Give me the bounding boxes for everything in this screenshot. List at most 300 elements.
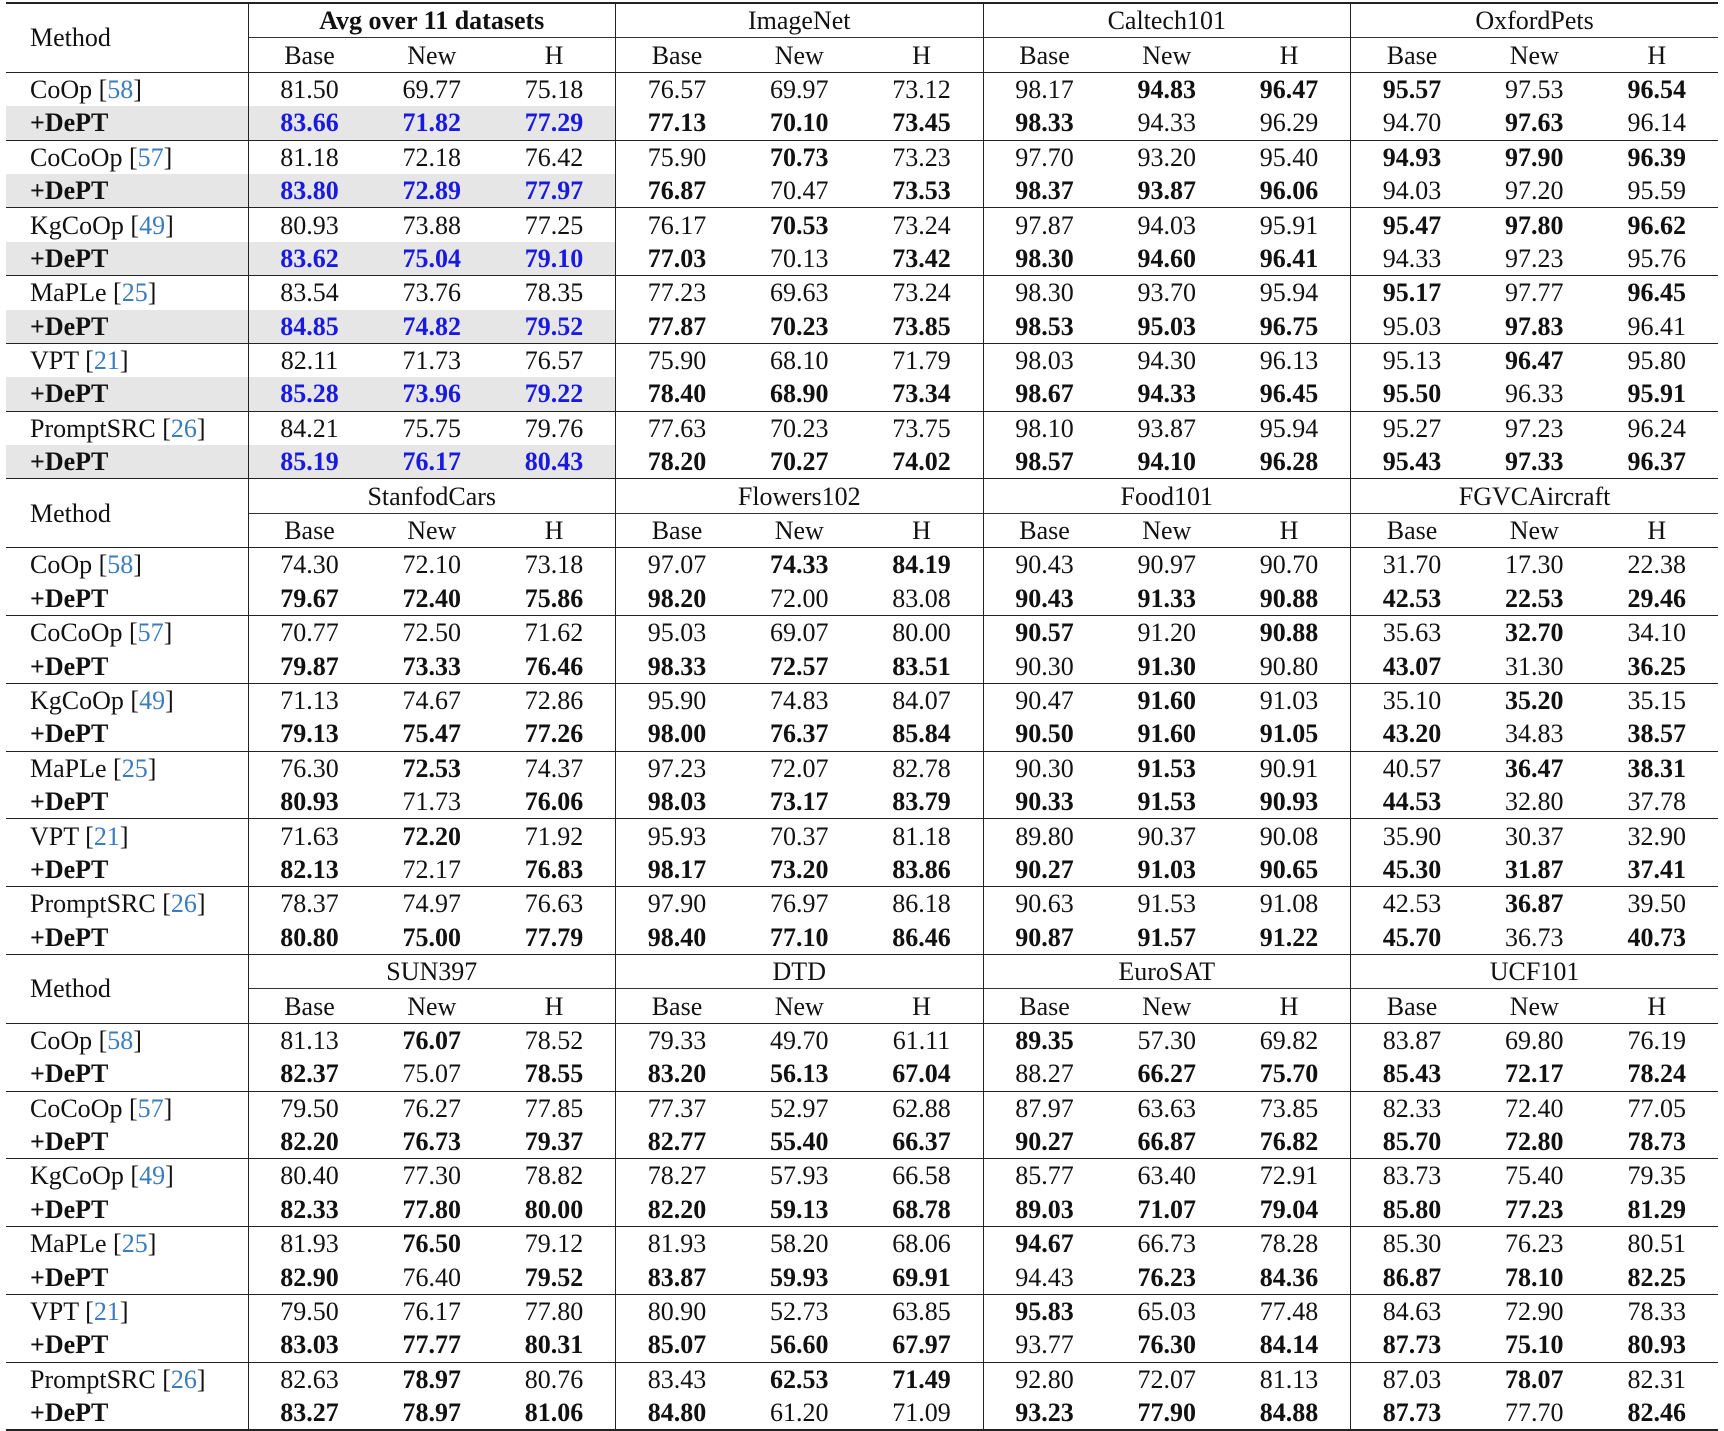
value-cell: 91.22 [1259,922,1319,952]
value-cell: 78.27 [616,1159,739,1193]
value-cell: 90.37 [1106,819,1229,853]
table-row-baseline [6,1023,1718,1057]
value-cell: 69.80 [1473,1023,1596,1057]
method-name [6,717,248,751]
value-cell: 95.03 [1137,311,1197,341]
method-name: KgCoOp [49] [6,208,248,242]
value-cell: 96.41 [1627,311,1687,341]
value-cell: 72.90 [1473,1294,1596,1328]
table-row-dept [6,1260,1718,1294]
dept-label: +DePT [30,1330,109,1360]
dept-label: +DePT [30,1059,109,1089]
dataset-header: Food101 [983,479,1351,513]
value-cell: 73.85 [892,311,951,341]
value-cell: 85.70 [1351,1125,1474,1159]
value-cell: 90.08 [1228,819,1351,853]
value-cell: 79.50 [248,1091,371,1125]
value-cell: 72.57 [770,651,829,681]
value-cell: 77.77 [402,1330,461,1360]
value-cell: 79.52 [493,310,616,344]
dataset-header: Flowers102 [616,479,984,513]
value-cell: 79.22 [493,377,616,411]
value-cell: 52.97 [738,1091,861,1125]
metric-header: New [738,38,861,72]
value-cell: 83.62 [248,242,371,276]
table-row-dept [6,1057,1718,1091]
value-cell: 98.03 [983,343,1106,377]
value-cell: 63.40 [1106,1159,1229,1193]
value-cell: 97.90 [1473,140,1596,174]
value-cell: 85.30 [1351,1227,1474,1261]
value-cell: 96.45 [1259,379,1319,409]
value-cell: 72.53 [371,751,494,785]
method-name: VPT [21] [6,819,248,853]
metric-header: H [1596,513,1719,547]
value-cell: 90.93 [1259,787,1319,817]
method-name [6,106,248,140]
value-cell: 80.80 [248,921,371,955]
value-cell: 70.13 [770,243,829,273]
method-name: KgCoOp [49] [6,683,248,717]
table-row-baseline [6,887,1718,921]
citation-link[interactable]: 25 [121,753,148,783]
value-cell: 78.82 [493,1159,616,1193]
header-row-datasets [6,479,1718,513]
value-cell: 67.04 [892,1059,951,1089]
value-cell: 81.13 [248,1023,371,1057]
citation-link[interactable]: 26 [170,413,197,443]
dept-label: +DePT [30,243,109,273]
value-cell: 93.87 [1137,176,1197,206]
dataset-header: SUN397 [248,954,616,988]
method-name [6,174,248,208]
value-cell: 76.40 [402,1262,461,1292]
value-cell: 90.80 [1259,651,1319,681]
value-cell: 78.40 [616,377,739,411]
header-row-datasets [6,954,1718,988]
value-cell: 90.33 [983,785,1106,819]
method-name [6,1193,248,1227]
value-cell: 72.07 [738,751,861,785]
metric-header: New [371,38,494,72]
value-cell: 81.18 [248,140,371,174]
value-cell: 85.77 [983,1159,1106,1193]
metric-header: New [1106,989,1229,1023]
value-cell: 77.29 [493,106,616,140]
table-row-baseline [6,616,1718,650]
value-cell: 56.13 [770,1059,829,1089]
method-label: VPT [30,346,79,376]
value-cell: 83.73 [1351,1159,1474,1193]
dept-label: +DePT [30,583,109,613]
value-cell: 80.90 [616,1294,739,1328]
value-cell: 44.53 [1351,785,1474,819]
value-cell: 93.70 [1106,276,1229,310]
value-cell: 80.40 [248,1159,371,1193]
value-cell: 94.43 [983,1260,1106,1294]
value-cell: 98.00 [616,717,739,751]
value-cell: 95.93 [616,819,739,853]
value-cell: 79.33 [616,1023,739,1057]
value-cell: 94.33 [1137,108,1197,138]
citation-link[interactable]: 26 [170,1364,197,1394]
value-cell: 38.57 [1627,719,1687,749]
value-cell: 78.28 [1228,1227,1351,1261]
metric-header: Base [983,513,1106,547]
dataset-header: EuroSAT [983,954,1351,988]
method-header: Method [6,479,248,548]
value-cell: 74.82 [371,310,494,344]
value-cell: 82.46 [1596,1396,1719,1430]
value-cell: 95.43 [1351,445,1474,479]
value-cell: 90.30 [983,649,1106,683]
method-name [6,1396,248,1430]
method-label: CoCoOp [30,618,123,648]
value-cell: 79.10 [493,242,616,276]
value-cell: 69.63 [738,276,861,310]
method-header: Method [6,3,248,72]
value-cell: 90.87 [983,921,1106,955]
value-cell: 62.88 [861,1091,984,1125]
value-cell: 97.20 [1505,176,1564,206]
value-cell: 86.18 [861,887,984,921]
value-cell: 59.13 [770,1194,829,1224]
metric-header: New [1473,38,1596,72]
value-cell: 85.07 [616,1328,739,1362]
method-name: MaPLe [25] [6,276,248,310]
value-cell: 85.19 [248,445,371,479]
value-cell: 83.86 [892,854,951,884]
value-cell: 90.47 [983,683,1106,717]
value-cell: 75.07 [402,1059,461,1089]
value-cell: 73.88 [371,208,494,242]
header-row-datasets [6,3,1718,38]
citation-link[interactable]: 49 [139,210,166,240]
value-cell: 84.14 [1259,1330,1319,1360]
value-cell: 71.79 [861,343,984,377]
header-row-metrics [6,513,1718,547]
value-cell: 71.63 [248,819,371,853]
value-cell: 94.03 [1351,174,1474,208]
value-cell: 93.23 [983,1396,1106,1430]
value-cell: 79.52 [524,1262,584,1292]
method-label: PromptSRC [30,889,156,919]
value-cell: 82.77 [616,1125,739,1159]
value-cell: 76.30 [248,751,371,785]
value-cell: 90.43 [983,582,1106,616]
value-cell: 74.30 [248,548,371,582]
value-cell: 77.80 [402,1194,461,1224]
value-cell: 95.50 [1351,377,1474,411]
value-cell: 70.37 [738,819,861,853]
value-cell: 74.37 [493,751,616,785]
value-cell: 95.83 [983,1294,1106,1328]
value-cell: 95.91 [1228,208,1351,242]
value-cell: 98.10 [983,411,1106,445]
value-cell: 67.97 [892,1330,951,1360]
value-cell: 76.46 [524,651,584,681]
citation-link[interactable]: 25 [121,1229,148,1259]
table-row-dept [6,242,1718,276]
value-cell: 77.26 [524,719,584,749]
value-cell: 80.51 [1596,1227,1719,1261]
value-cell: 77.05 [1596,1091,1719,1125]
value-cell: 95.13 [1351,343,1474,377]
value-cell: 63.63 [1106,1091,1229,1125]
value-cell: 42.53 [1351,887,1474,921]
table-row-dept [6,921,1718,955]
value-cell: 77.79 [524,922,584,952]
value-cell: 94.83 [1106,72,1229,106]
value-cell: 94.60 [1137,243,1197,273]
value-cell: 32.70 [1473,616,1596,650]
value-cell: 70.27 [770,447,829,477]
table-row-dept [6,377,1718,411]
value-cell: 98.67 [983,377,1106,411]
value-cell: 98.40 [616,921,739,955]
value-cell: 96.39 [1596,140,1719,174]
value-cell: 94.33 [1351,242,1474,276]
value-cell: 82.78 [861,751,984,785]
value-cell: 57.30 [1106,1023,1229,1057]
value-cell: 79.13 [248,717,371,751]
value-cell: 71.49 [861,1362,984,1396]
dataset-header: OxfordPets [1351,3,1719,38]
value-cell: 75.90 [616,343,739,377]
value-cell: 76.07 [371,1023,494,1057]
value-cell: 76.57 [616,72,739,106]
value-cell: 69.82 [1228,1023,1351,1057]
dataset-header: Avg over 11 datasets [248,3,616,38]
value-cell: 96.45 [1596,276,1719,310]
citation-link[interactable]: 58 [107,550,134,580]
method-name [6,785,248,819]
table-row-baseline [6,751,1718,785]
value-cell: 84.36 [1259,1262,1319,1292]
metric-header: H [1228,38,1351,72]
value-cell: 72.07 [1106,1362,1229,1396]
table-row-dept [6,582,1718,616]
metric-header: New [371,989,494,1023]
value-cell: 82.20 [248,1125,371,1159]
value-cell: 97.53 [1473,72,1596,106]
value-cell: 75.18 [493,72,616,106]
value-cell: 72.50 [371,616,494,650]
value-cell: 84.07 [861,683,984,717]
method-label: MaPLe [30,278,107,308]
value-cell: 76.23 [1137,1262,1197,1292]
citation-link[interactable]: 49 [139,1161,166,1191]
citation-link[interactable]: 58 [107,74,134,104]
value-cell: 98.17 [983,72,1106,106]
method-name: PromptSRC [26] [6,1362,248,1396]
value-cell: 77.23 [616,276,739,310]
value-cell: 76.17 [371,1294,494,1328]
dept-label: +DePT [30,447,109,477]
metric-header: Base [1351,989,1474,1023]
method-label: CoOp [30,550,93,580]
method-label: VPT [30,821,79,851]
value-cell: 66.58 [861,1159,984,1193]
value-cell: 85.84 [892,719,951,749]
value-cell: 87.73 [1351,1396,1474,1430]
value-cell: 76.50 [371,1227,494,1261]
citation-link[interactable]: 57 [137,142,164,172]
value-cell: 77.23 [1505,1194,1564,1224]
value-cell: 90.63 [983,887,1106,921]
value-cell: 83.87 [616,1260,739,1294]
value-cell: 85.43 [1351,1057,1474,1091]
value-cell: 98.37 [983,174,1106,208]
citation-link[interactable]: 58 [107,1025,134,1055]
value-cell: 71.73 [371,343,494,377]
value-cell: 83.43 [616,1362,739,1396]
value-cell: 72.40 [1473,1091,1596,1125]
value-cell: 96.14 [1627,108,1687,138]
method-label: KgCoOp [30,210,124,240]
citation-link[interactable]: 21 [93,1297,120,1327]
value-cell: 95.03 [1351,310,1474,344]
value-cell: 76.17 [371,445,494,479]
value-cell: 77.85 [493,1091,616,1125]
value-cell: 71.92 [493,819,616,853]
value-cell: 32.80 [1505,787,1564,817]
value-cell: 74.33 [738,548,861,582]
value-cell: 52.73 [738,1294,861,1328]
table-row-dept [6,717,1718,751]
method-label: CoOp [30,1025,93,1055]
value-cell: 77.87 [616,310,739,344]
value-cell: 82.33 [248,1193,371,1227]
value-cell: 94.93 [1351,140,1474,174]
value-cell: 32.90 [1596,819,1719,853]
value-cell: 80.93 [248,208,371,242]
citation-link[interactable]: 57 [137,1093,164,1123]
value-cell: 91.03 [1228,683,1351,717]
table-row-baseline [6,411,1718,445]
value-cell: 95.17 [1351,276,1474,310]
citation-link[interactable]: 21 [93,346,120,376]
value-cell: 98.03 [616,785,739,819]
value-cell: 91.08 [1228,887,1351,921]
dataset-header: UCF101 [1351,954,1719,988]
table-row-dept [6,785,1718,819]
dept-label: +DePT [30,311,109,341]
value-cell: 43.07 [1351,649,1474,683]
value-cell: 95.40 [1228,140,1351,174]
dept-label: +DePT [30,922,109,952]
citation-link[interactable]: 21 [93,821,120,851]
table-row-dept [6,106,1718,140]
value-cell: 78.33 [1596,1294,1719,1328]
value-cell: 84.19 [861,548,984,582]
citation-link[interactable]: 57 [137,618,164,648]
value-cell: 72.91 [1228,1159,1351,1193]
value-cell: 68.10 [738,343,861,377]
dept-label: +DePT [30,379,109,409]
value-cell: 78.52 [493,1023,616,1057]
dataset-header: ImageNet [616,3,984,38]
value-cell: 96.24 [1596,411,1719,445]
value-cell: 71.73 [402,787,461,817]
table-row-dept [6,310,1718,344]
value-cell: 84.80 [616,1396,739,1430]
value-cell: 82.33 [1351,1091,1474,1125]
metric-header: New [1106,513,1229,547]
method-name [6,1260,248,1294]
value-cell: 93.87 [1106,411,1229,445]
method-name [6,1125,248,1159]
value-cell: 78.24 [1627,1059,1687,1089]
value-cell: 77.30 [371,1159,494,1193]
value-cell: 77.37 [616,1091,739,1125]
value-cell: 85.80 [1351,1193,1474,1227]
value-cell: 76.97 [738,887,861,921]
metric-header: H [861,513,984,547]
method-name: VPT [21] [6,343,248,377]
table-row-baseline [6,140,1718,174]
metric-header: New [738,513,861,547]
table-row-baseline [6,1159,1718,1193]
value-cell: 90.43 [983,548,1106,582]
method-name: CoOp [58] [6,548,248,582]
value-cell: 96.54 [1596,72,1719,106]
value-cell: 91.53 [1106,887,1229,921]
metric-header: Base [616,513,739,547]
value-cell: 76.87 [616,174,739,208]
value-cell: 72.20 [371,819,494,853]
citation-link[interactable]: 26 [170,889,197,919]
value-cell: 40.73 [1627,922,1687,952]
value-cell: 79.67 [248,582,371,616]
metric-header: New [1473,989,1596,1023]
value-cell: 76.30 [1137,1330,1197,1360]
value-cell: 83.08 [892,583,951,613]
value-cell: 89.03 [983,1193,1106,1227]
table-row-baseline [6,343,1718,377]
table-row-baseline [6,1294,1718,1328]
value-cell: 97.23 [616,751,739,785]
value-cell: 17.30 [1473,548,1596,582]
value-cell: 79.35 [1596,1159,1719,1193]
value-cell: 57.93 [738,1159,861,1193]
method-label: CoCoOp [30,1093,123,1123]
table-row-dept [6,1125,1718,1159]
metric-header: H [1596,38,1719,72]
value-cell: 29.46 [1627,583,1687,613]
value-cell: 95.91 [1627,379,1687,409]
header-row-metrics [6,989,1718,1023]
citation-link[interactable]: 49 [139,686,166,715]
citation-link[interactable]: 25 [121,278,148,308]
value-cell: 90.97 [1106,548,1229,582]
value-cell: 75.90 [616,140,739,174]
value-cell: 74.83 [738,683,861,717]
value-cell: 97.80 [1473,208,1596,242]
value-cell: 85.28 [248,377,371,411]
value-cell: 90.91 [1228,751,1351,785]
method-label: PromptSRC [30,1364,156,1394]
metric-header: H [1596,989,1719,1023]
metric-header: Base [248,38,371,72]
value-cell: 90.88 [1259,583,1319,613]
value-cell: 87.97 [983,1091,1106,1125]
dept-label: +DePT [30,1398,109,1428]
value-cell: 94.10 [1137,447,1197,477]
value-cell: 73.75 [861,411,984,445]
value-cell: 30.37 [1473,819,1596,853]
method-label: MaPLe [30,1229,107,1259]
